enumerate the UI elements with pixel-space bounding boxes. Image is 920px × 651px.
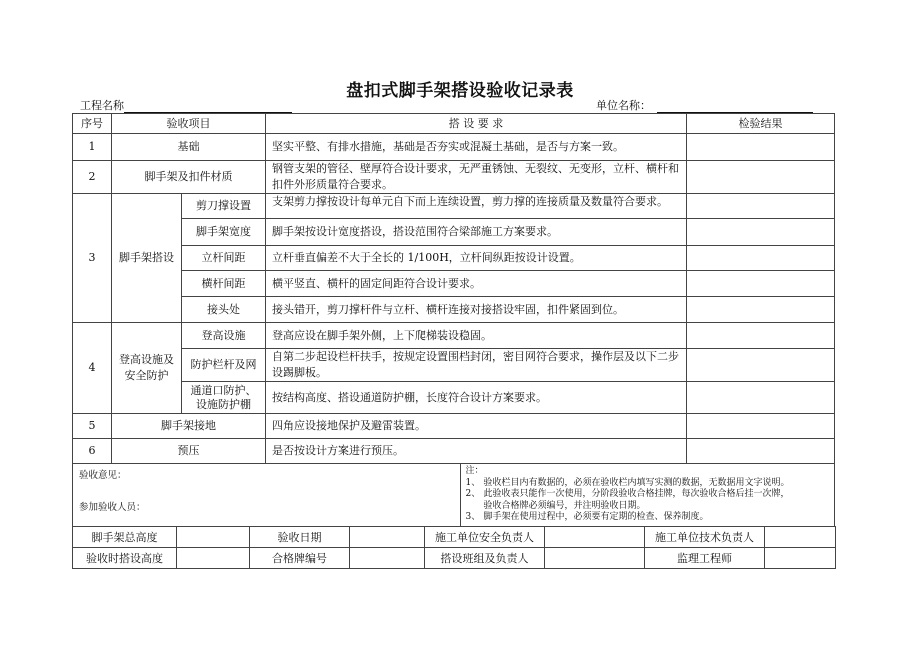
technical-officer-label: 施工单位技术负责人 xyxy=(645,527,765,548)
note-item: 1、 验收栏目内有数据的，必须在验收栏内填写实测的数据，无数据用文字说明。 xyxy=(465,477,790,488)
note-item: 3、 脚手架在使用过程中，必须要有定期的检查、保养制度。 xyxy=(465,512,709,522)
current-height-value[interactable] xyxy=(177,548,250,569)
row-result-cell[interactable] xyxy=(687,219,835,246)
header-requirement: 搭 设 要 求 xyxy=(266,114,687,134)
row-requirement: 立杆垂直偏差不大于全长的 1/100H，立杆间纵距按设计设置。 xyxy=(266,246,687,271)
inspection-date-value[interactable] xyxy=(350,527,425,548)
safety-officer-label: 施工单位安全负责人 xyxy=(425,527,545,548)
row-no: 4 xyxy=(73,323,112,414)
row-requirement: 登高应设在脚手架外侧，上下爬梯装设稳固。 xyxy=(266,323,687,349)
unit-name-input-line[interactable] xyxy=(657,100,813,113)
row-result-cell[interactable] xyxy=(687,271,835,297)
table-row xyxy=(73,323,835,349)
current-height-label: 验收时搭设高度 xyxy=(73,548,177,569)
technical-officer-value[interactable] xyxy=(765,527,836,548)
row-requirement: 钢管支架的管径、壁厚符合设计要求，无严重锈蚀、无裂纹、无变形，立杆、横杆和扣件外形质量符合要求。 xyxy=(266,161,687,194)
row-item: 脚手架及扣件材质 xyxy=(112,161,266,194)
table-row xyxy=(73,271,835,297)
row-result-cell[interactable] xyxy=(687,194,835,219)
row-subitem: 横杆间距 xyxy=(182,271,266,297)
table-row xyxy=(73,439,835,464)
table-row xyxy=(73,382,835,414)
safety-officer-value[interactable] xyxy=(545,527,645,548)
row-requirement: 坚实平整、有排水措施，基础是否夯实或混凝土基础，是否与方案一致。 xyxy=(266,134,687,161)
row-subitem: 通道口防护、设施防护棚 xyxy=(182,382,266,414)
row-result-cell[interactable] xyxy=(687,246,835,271)
row-requirement: 脚手架按设计宽度搭设，搭设范围符合梁部施工方案要求。 xyxy=(266,219,687,246)
row-result-cell[interactable] xyxy=(687,323,835,349)
opinion-cell[interactable] xyxy=(73,464,266,527)
table-row xyxy=(73,349,835,382)
opinion-label: 验收意见： xyxy=(79,470,127,481)
row-requirement: 四角应设接地保护及避雷装置。 xyxy=(266,414,687,439)
signoff-table xyxy=(72,526,836,569)
row-result-cell[interactable] xyxy=(687,161,835,194)
row-result-cell[interactable] xyxy=(687,134,835,161)
signoff-row xyxy=(73,527,836,548)
document-title: 盘扣式脚手架搭设验收记录表 xyxy=(346,81,574,101)
notes-heading: 注： xyxy=(465,466,484,476)
row-no: 5 xyxy=(73,414,112,439)
unit-name-label: 单位名称： xyxy=(596,99,651,112)
header-item: 验收项目 xyxy=(112,114,266,134)
inspection-table xyxy=(72,113,835,527)
header-no: 序号 xyxy=(73,114,112,134)
supervisor-value[interactable] xyxy=(765,548,836,569)
table-row xyxy=(73,246,835,271)
header-result: 检验结果 xyxy=(687,114,835,134)
row-no: 2 xyxy=(73,161,112,194)
table-row xyxy=(73,297,835,323)
signoff-row xyxy=(73,548,836,569)
tag-number-value[interactable] xyxy=(350,548,425,569)
row-item: 登高设施及安全防护 xyxy=(112,323,182,414)
row-subitem: 剪刀撑设置 xyxy=(182,194,266,219)
total-height-value[interactable] xyxy=(177,527,250,548)
row-item: 脚手架搭设 xyxy=(112,194,182,323)
note-item: 2、 此验收表只能作一次使用，分阶段验收合格挂牌，每次验收合格后挂一次牌， xyxy=(465,489,790,499)
row-requirement: 按结构高度、搭设通道防护棚，长度符合设计方案要求。 xyxy=(266,382,687,414)
row-no: 1 xyxy=(73,134,112,161)
table-row xyxy=(73,414,835,439)
row-requirement: 是否按设计方案进行预压。 xyxy=(266,439,687,464)
row-subitem: 接头处 xyxy=(182,297,266,323)
total-height-label: 脚手架总高度 xyxy=(73,527,177,548)
crew-leader-value[interactable] xyxy=(545,548,645,569)
row-subitem: 脚手架宽度 xyxy=(182,219,266,246)
row-result-cell[interactable] xyxy=(687,439,835,464)
crew-leader-label: 搭设班组及负责人 xyxy=(425,548,545,569)
row-no: 6 xyxy=(73,439,112,464)
row-requirement: 接头错开，剪刀撑杆件与立杆、横杆连接对接搭设牢固，扣件紧固到位。 xyxy=(266,297,687,323)
tag-number-label: 合格牌编号 xyxy=(250,548,350,569)
project-name-input-line[interactable] xyxy=(124,100,292,113)
project-name-label: 工程名称 xyxy=(80,99,124,112)
project-name-field xyxy=(80,97,292,113)
row-item: 脚手架接地 xyxy=(112,414,266,439)
unit-name-field xyxy=(596,97,813,113)
opinion-notes-row xyxy=(73,464,835,527)
row-no: 3 xyxy=(73,194,112,323)
row-item: 基础 xyxy=(112,134,266,161)
row-result-cell[interactable] xyxy=(687,414,835,439)
row-requirement: 横平竖直、横杆的固定间距符合设计要求。 xyxy=(266,271,687,297)
row-requirement: 支架剪力撑按设计每单元自下而上连续设置，剪力撑的连接质量及数量符合要求。 xyxy=(266,194,687,219)
inspection-date-label: 验收日期 xyxy=(250,527,350,548)
supervisor-label: 监理工程师 xyxy=(645,548,765,569)
row-subitem: 登高设施 xyxy=(182,323,266,349)
notes-cell xyxy=(266,464,835,527)
table-row xyxy=(73,219,835,246)
row-requirement: 自第二步起设栏杆扶手，按规定设置围档封闭，密目网符合要求，操作层及以下二步设踢脚板。 xyxy=(266,349,687,382)
row-result-cell[interactable] xyxy=(687,297,835,323)
row-result-cell[interactable] xyxy=(687,382,835,414)
table-row xyxy=(73,134,835,161)
note-item-continuation: 验收合格牌必须编号，并注明验收日期。 xyxy=(483,500,646,511)
row-result-cell[interactable] xyxy=(687,349,835,382)
participants-label: 参加验收人员： xyxy=(79,502,146,513)
table-header-row xyxy=(73,114,835,134)
table-row xyxy=(73,161,835,194)
row-subitem: 防护栏杆及网 xyxy=(182,349,266,382)
row-item: 预压 xyxy=(112,439,266,464)
table-row xyxy=(73,194,835,219)
row-subitem: 立杆间距 xyxy=(182,246,266,271)
